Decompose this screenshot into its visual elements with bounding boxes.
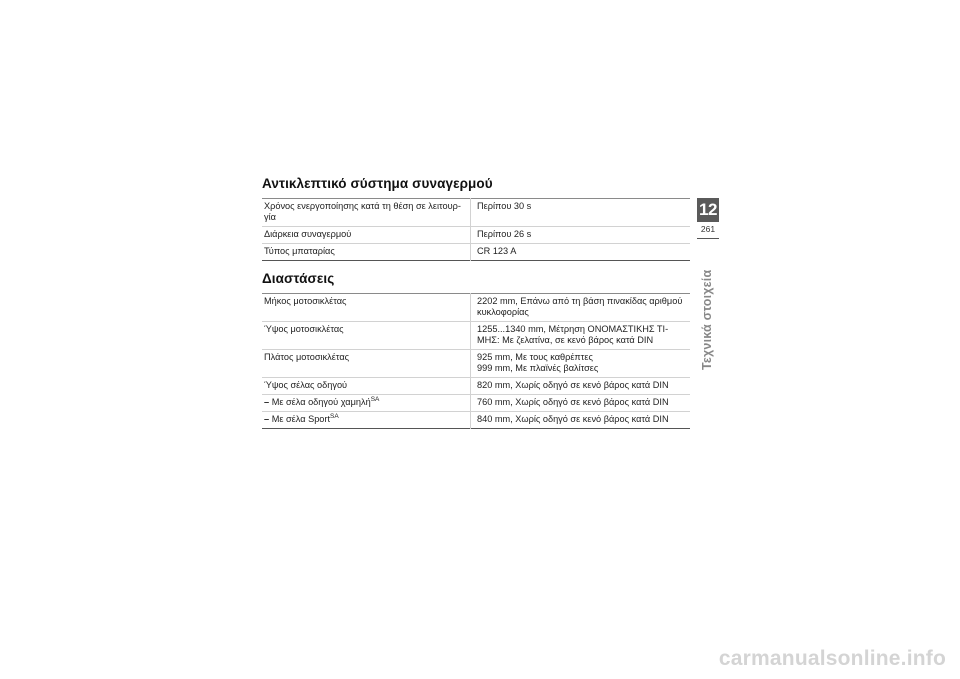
page-number: 261	[700, 224, 716, 234]
page-number-rule	[697, 238, 719, 239]
row-key-cell	[262, 395, 471, 412]
row-value	[471, 350, 691, 378]
row-value: Περίπου 26 s	[471, 227, 691, 244]
row-key: Με σέλα οδηγού χαμηλή	[271, 397, 371, 407]
row-value: 840 mm, Χωρίς οδηγό σε κενό βάρος κατά DIN	[471, 412, 691, 429]
table-row	[262, 244, 690, 261]
watermark-text: carmanualsonline.info	[718, 647, 946, 670]
table-row	[262, 350, 690, 378]
dimensions-table	[262, 293, 690, 429]
table-row	[262, 199, 690, 227]
row-key-cell	[262, 412, 471, 429]
sa-superscript: SA	[370, 396, 380, 403]
row-value: CR 123 A	[471, 244, 691, 261]
row-key: Διάρκεια συναγερμού	[262, 227, 471, 244]
chapter-number: 12	[697, 198, 719, 222]
page-content	[262, 176, 690, 429]
table-row	[262, 395, 690, 412]
row-key: Πλάτος μοτοσικλέτας	[262, 350, 471, 378]
row-key: Μήκος μοτοσικλέτας	[262, 294, 471, 322]
section-title-alarm: Αντικλεπτικό σύστημα συναγερμού	[262, 176, 493, 191]
table-row	[262, 378, 690, 395]
row-key: Ύψος σέλας οδηγού	[262, 378, 471, 395]
row-value: 2202 mm, Επάνω από τη βάση πινακίδας αριθμού κυκλοφορίας	[477, 296, 683, 317]
row-key: Με σέλα Sport	[271, 414, 331, 424]
row-value-line: 999 mm, Με πλαϊνές βαλίτσες	[477, 363, 599, 373]
row-key: Χρόνος ενεργοποίησης κατά τη θέση σε λειτουρ-γία	[262, 199, 471, 227]
row-value: 760 mm, Χωρίς οδηγό σε κενό βάρος κατά DIN	[471, 395, 691, 412]
sa-superscript: SA	[330, 413, 339, 420]
table-row	[262, 227, 690, 244]
row-value: 820 mm, Χωρίς οδηγό σε κενό βάρος κατά DIN	[471, 378, 691, 395]
alarm-table	[262, 198, 690, 261]
table-row	[262, 322, 690, 350]
section-title-dimensions: Διαστάσεις	[262, 271, 335, 286]
chapter-side-title: Τεχνικά στοιχεία	[700, 269, 714, 370]
row-key: Τύπος μπαταρίας	[262, 244, 471, 261]
row-value-line: 925 mm, Με τους καθρέπτες	[477, 352, 593, 362]
row-key: Ύψος μοτοσικλέτας	[262, 322, 471, 350]
dash-bullet: –	[264, 397, 270, 407]
row-value: Περίπου 30 s	[477, 201, 532, 211]
table-row	[262, 294, 690, 322]
row-value: 1255...1340 mm, Μέτρηση ΟΝΟΜΑΣΤΙΚΗΣ ΤΙ-ΜΗΣ: Με ζελατίνα, σε κενό βάρος κατά DIN	[471, 322, 691, 350]
table-row	[262, 412, 690, 429]
dash-bullet: –	[264, 414, 270, 424]
